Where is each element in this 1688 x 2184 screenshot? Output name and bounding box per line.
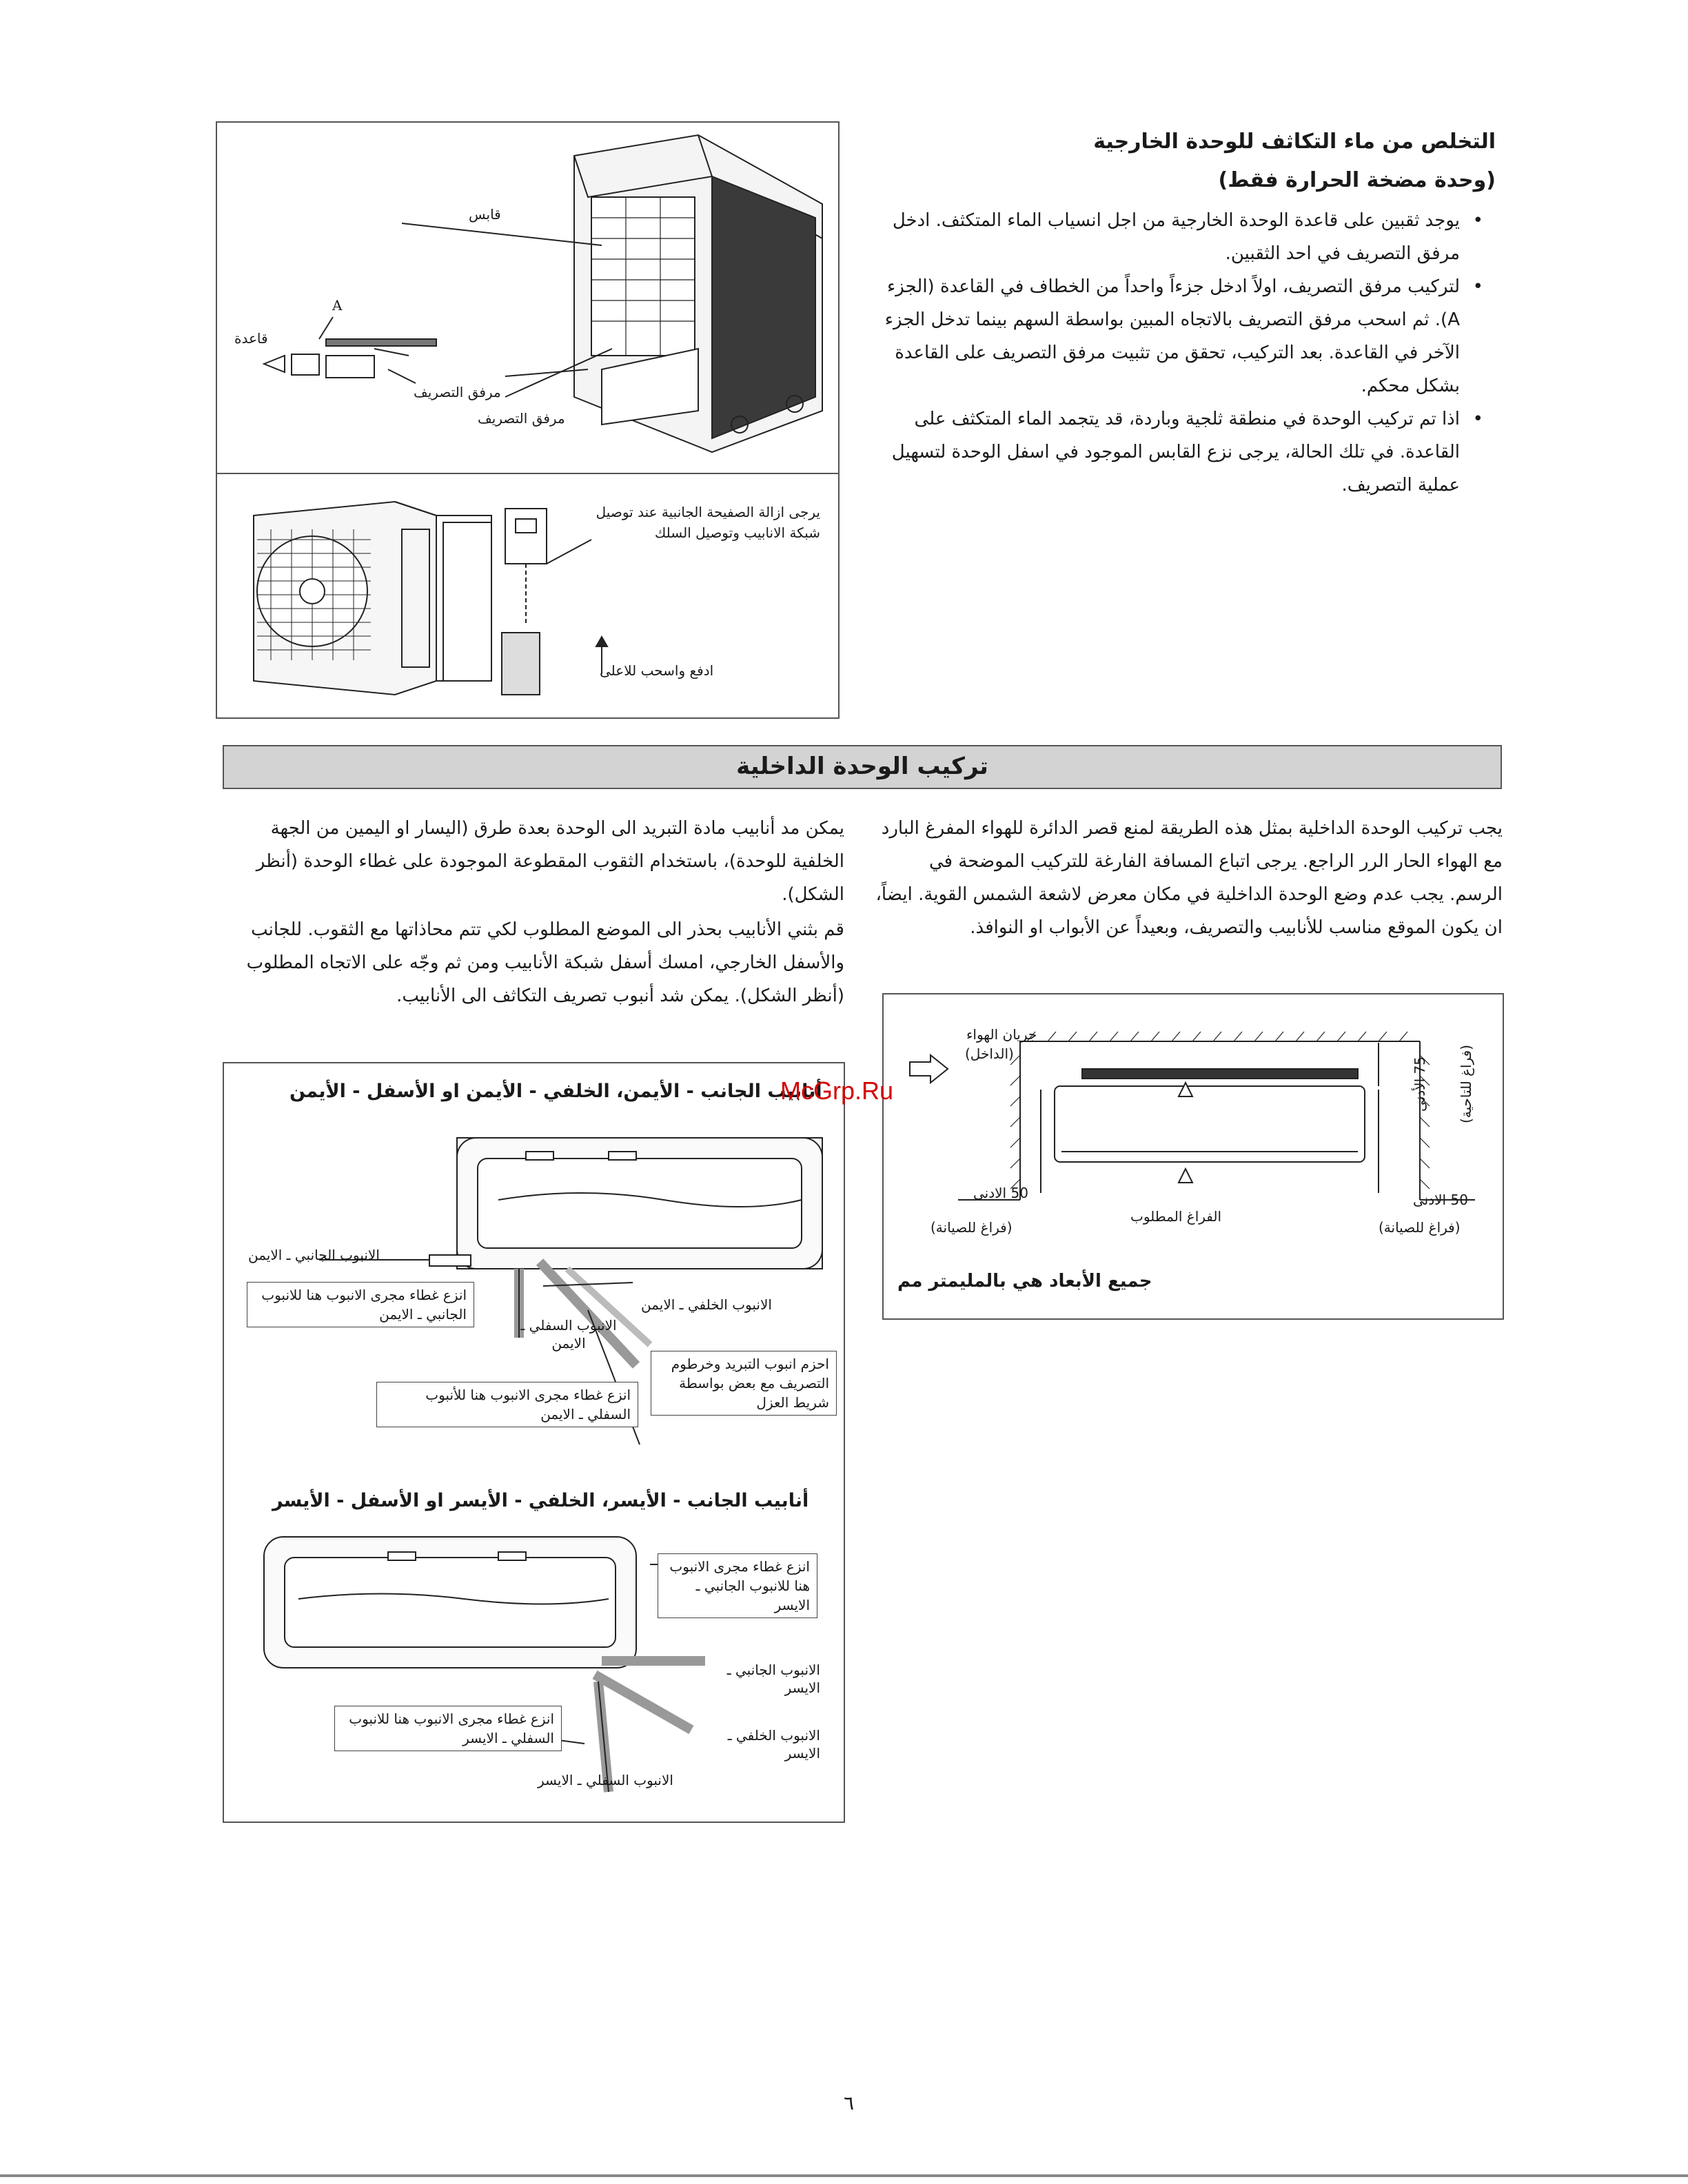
label-service-right: (فراغ للصيانة)	[1379, 1219, 1461, 1236]
label-part-a: A	[332, 297, 343, 314]
indoor-para-right: يجب تركيب الوحدة الداخلية بمثل هذه الطريقة لمنع قصر الدائرة للهواء المفرغ البارد مع الهواء الحار الرر الراجع. يرجى اتباع المسافة الفارغة للتركيب الموضحة في الرسم. يجب عدم وضع الوحدة الداخلية في مكان معرض لاشعة الشمس القوية. ايضاً، ان يكون الموقع مناسب للأنابيب والتصريف، وبعيداً عن الأبواب او النوافذ.	[875, 818, 1503, 938]
label-airflow: جريان الهواء	[966, 1026, 1037, 1043]
label-min-50-left: 50 الادنى	[973, 1185, 1028, 1201]
label-min-75: 75 الأدنى	[1411, 1057, 1428, 1112]
watermark: McGrp.Ru	[780, 1076, 894, 1105]
bottom-rule	[0, 2174, 1688, 2177]
label-base: قاعدة	[234, 330, 268, 347]
left-piping-title: أنابيب الجانب - الأيسر، الخلفي - الأيسر او الأسفل - الأيسر	[272, 1490, 809, 1511]
label-min-50-right: 50 الادنى	[1413, 1192, 1468, 1208]
right-piping-title: أنابيب الجانب - الأيمن، الخلفي - الأيمن او الأسفل - الأيمن	[289, 1081, 822, 1102]
indoor-para-left-2: قم بثني الأنابيب بحذر الى الموضع المطلوب لكي تتم محاذاتها مع الثقوب. للجانب والأسفل الخارجي، امسك أسفل شبكة الأنابيب ومن ثم وجّه على الاتجاه المطلوب (أنظر الشكل). يمكن شد أنبوب تصريف التكاثف الى الأنابيب.	[246, 919, 844, 1006]
label-ceiling-space: (فراغ للتاحية)	[1458, 1044, 1475, 1124]
label-bind-pipes: احزم انبوب التبريد وخرطوم التصريف مع بعض بواسطة شريط العزل	[651, 1351, 837, 1416]
label-remove-side-cover-right: انزع غطاء مجرى الانبوب هنا للانبوب الجانبي ـ الايمن	[247, 1282, 474, 1327]
label-bottom-pipe-right: الانبوب السفلي ـ الايمن	[520, 1317, 617, 1351]
indoor-installation-banner: تركيب الوحدة الداخلية	[223, 745, 1502, 789]
label-plug: قابس	[469, 206, 501, 223]
label-rear-pipe-left: الانبوب الخلفي ـ الايسر	[727, 1727, 820, 1762]
label-required-space: الفراغ المطلوب	[1130, 1208, 1222, 1225]
label-remove-side-cover-left: انزع غطاء مجرى الانبوب هنا للانبوب الجانبي ـ الايسر	[658, 1553, 817, 1618]
label-remove-side-panel: يرجى ازالة الصفيحة الجانبية عند توصيل شبكة الانابيب وتوصيل السلك	[596, 504, 820, 541]
label-service-left: (فراغ للصيانة)	[931, 1219, 1013, 1236]
label-push-pull-up: ادفع واسحب للاعلى	[600, 662, 714, 679]
bullet-2: • لتركيب مرفق التصريف، اولاً ادخل جزءاً واحداً من الخطاف في القاعدة (الجزء A). ثم اسحب مرفق التصريف بالاتجاه المبين بواسطة السهم بينما تدخل الجزء الآخر في القاعدة. بعد التركيب، تحقق من تثبيت مرفق التصريف على القاعدة بشكل محكم.	[863, 270, 1483, 402]
label-rear-pipe-right: الانبوب الخلفي ـ الايمن	[641, 1296, 772, 1313]
label-all-dims-mm: جميع الأبعاد هي بالمليمتر مم	[897, 1271, 1152, 1292]
label-remove-bottom-cover-right: انزع غطاء مجرى الانبوب هنا للأنبوب السفلي ـ الايمن	[376, 1382, 638, 1427]
label-side-pipe-right: الانبوب الجانبي ـ الايمن	[248, 1247, 380, 1263]
section-title: التخلص من ماء التكاثف للوحدة الخارجية	[1093, 130, 1496, 154]
label-side-pipe-left: الانبوب الجانبي ـ الايسر	[726, 1662, 820, 1696]
label-drain-joint-1: مرفق التصريف	[414, 384, 501, 400]
label-remove-bottom-cover-left: انزع غطاء مجرى الانبوب هنا للانبوب السفلي ـ الايسر	[334, 1706, 562, 1751]
indoor-para-left-1: يمكن مد أنابيب مادة التبريد الى الوحدة بعدة طرق (اليسار او اليمين من الجهة الخلفية للوحدة)، باستخدام الثقوب المقطوعة الموجودة على غطاء الوحدة (أنظر الشكل).	[256, 818, 844, 905]
label-drain-joint-2: مرفق التصريف	[478, 410, 565, 427]
section-subtitle: (وحدة مضخة الحرارة فقط)	[1218, 168, 1496, 192]
bullet-1: • يوجد ثقبين على قاعدة الوحدة الخارجية من اجل انسياب الماء المتكثف. ادخل مرفق التصريف في احد الثقبين.	[863, 204, 1483, 270]
drain-bullets	[863, 204, 1483, 502]
label-inside: (الداخل)	[965, 1045, 1014, 1062]
page-number: ٦	[844, 2092, 855, 2114]
label-bottom-pipe-left: الانبوب السفلي ـ الايسر	[538, 1772, 673, 1788]
bullet-3: • اذا تم تركيب الوحدة في منطقة ثلجية وباردة، قد يتجمد الماء المتكثف على القاعدة. في تلك الحالة، يرجى نزع القابس الموجود في اسفل الوحدة لتسهيل عملية التصريف.	[863, 402, 1483, 502]
